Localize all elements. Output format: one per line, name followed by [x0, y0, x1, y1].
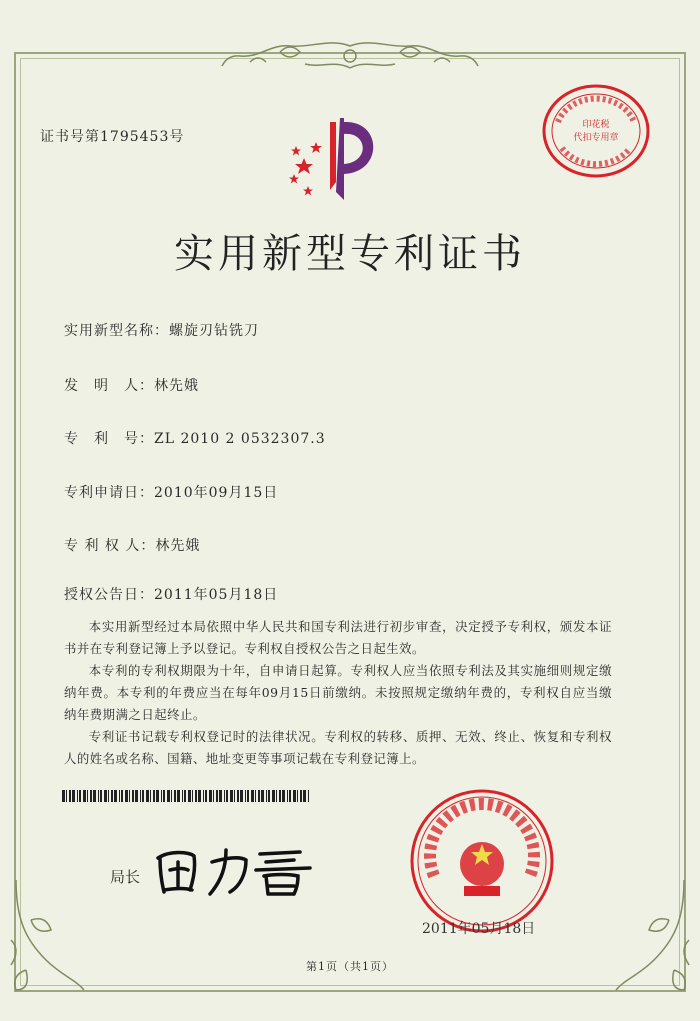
barcode-bar — [226, 790, 228, 802]
barcode-bar — [213, 790, 214, 802]
barcode-bar — [163, 790, 165, 802]
barcode-bar — [93, 790, 96, 802]
barcode-bar — [192, 790, 193, 802]
barcode-bar — [188, 790, 191, 802]
barcode-bar — [219, 790, 222, 802]
barcode-bar — [114, 790, 117, 802]
field-patent-number — [64, 428, 326, 448]
barcode-bar — [72, 790, 75, 802]
bottom-right-ornament — [614, 880, 694, 1000]
barcode-bar — [297, 790, 298, 802]
barcode-bar — [240, 790, 243, 802]
barcode-bar — [268, 790, 270, 802]
barcode-bar — [289, 790, 291, 802]
barcode-bar — [77, 790, 78, 802]
barcode-bar — [129, 790, 130, 802]
barcode-bar — [135, 790, 138, 802]
barcode-bar — [111, 790, 113, 802]
barcode-bar — [272, 790, 275, 802]
field-grant-date — [64, 584, 278, 604]
barcode-bar — [224, 790, 225, 802]
barcode-bar — [83, 790, 86, 802]
barcode-bar — [282, 790, 285, 802]
svg-text:印花税: 印花税 — [582, 120, 610, 130]
barcode-bar — [251, 790, 254, 802]
svg-text:代扣专用章: 代扣专用章 — [573, 133, 619, 143]
barcode-bar — [150, 790, 151, 802]
barcode-bar — [146, 790, 149, 802]
barcode-bar — [279, 790, 281, 802]
barcode-bar — [195, 790, 197, 802]
field-label: 发 明 人： — [64, 378, 154, 394]
field-label: 专 利 号： — [64, 431, 154, 447]
barcode-bar — [203, 790, 204, 802]
certificate-title: 实用新型专利证书 — [174, 231, 526, 277]
barcode-bar — [237, 790, 239, 802]
field-application-date — [64, 482, 278, 502]
barcode-bar — [104, 790, 107, 802]
body-paragraph: 本专利的专利权期限为十年，自申请日起算。专利权人应当依照专利法及其实施细则规定缴纳年费。本专利的年费应当在每年09月15日前缴纳。未按照规定缴纳年费的，专利权自应当缴纳年费期满之日起终止。 — [64, 663, 612, 722]
field-inventor — [64, 375, 199, 395]
barcode-bar — [90, 790, 92, 802]
barcode-bar — [255, 790, 256, 802]
barcode-bar — [171, 790, 172, 802]
barcode-bar — [184, 790, 186, 802]
field-value: 2010年09月15日 — [154, 485, 279, 501]
field-label: 授权公告日： — [64, 587, 154, 603]
barcode-bar — [247, 790, 249, 802]
barcode-bar — [66, 790, 67, 802]
page-footer: 第1页（共1页） — [306, 960, 394, 973]
tax-seal-stamp — [540, 82, 652, 180]
barcode-bar — [108, 790, 109, 802]
barcode-bar — [303, 790, 306, 802]
barcode-bar — [216, 790, 218, 802]
barcode-bar — [140, 790, 141, 802]
barcode-bar — [100, 790, 102, 802]
barcode-bar — [198, 790, 201, 802]
field-utility-model-name — [64, 320, 259, 340]
national-ipo-seal-stamp — [408, 788, 556, 934]
barcode-bar — [182, 790, 183, 802]
bottom-left-ornament — [6, 880, 86, 1000]
barcode-bar — [205, 790, 207, 802]
barcode-bar — [79, 790, 81, 802]
barcode-bar — [293, 790, 296, 802]
barcode-bar — [209, 790, 212, 802]
barcode-bar — [167, 790, 170, 802]
top-ornament — [220, 38, 480, 78]
barcode-bar — [121, 790, 123, 802]
field-value: 林先娥 — [155, 538, 201, 554]
barcode-bar — [161, 790, 162, 802]
barcode-bar — [142, 790, 144, 802]
barcode-bar — [156, 790, 159, 802]
certificate-body — [64, 616, 612, 770]
barcode-bar — [234, 790, 235, 802]
barcode-bar — [119, 790, 120, 802]
body-paragraph: 本实用新型经过本局依照中华人民共和国专利法进行初步审查，决定授予专利权，颁发本证书并在专利登记簿上予以登记。专利权自授权公告之日起生效。 — [64, 619, 612, 656]
barcode-bar — [308, 790, 309, 802]
field-patentee — [64, 535, 200, 555]
barcode-bar — [245, 790, 246, 802]
director-label: 局长 — [110, 868, 141, 886]
barcode-bar — [266, 790, 267, 802]
barcode-bar — [132, 790, 134, 802]
director-signature — [150, 840, 320, 900]
field-label: 实用新型名称： — [64, 323, 169, 339]
barcode-bar — [87, 790, 88, 802]
barcode — [62, 790, 312, 802]
barcode-bar — [125, 790, 128, 802]
field-value: 螺旋刃钻铣刀 — [169, 323, 259, 339]
barcode-bar — [287, 790, 288, 802]
barcode-bar — [174, 790, 176, 802]
patent-office-logo-icon — [282, 112, 392, 208]
barcode-bar — [261, 790, 264, 802]
field-value: ZL 2010 2 0532307.3 — [154, 431, 326, 447]
barcode-bar — [300, 790, 302, 802]
barcode-bar — [230, 790, 233, 802]
barcode-bar — [98, 790, 99, 802]
barcode-bar — [69, 790, 71, 802]
seal-issue-date: 2011年05月18日 — [422, 921, 536, 937]
field-value: 林先娥 — [154, 378, 199, 394]
barcode-bar — [177, 790, 180, 802]
barcode-bar — [62, 790, 65, 802]
barcode-bar — [153, 790, 155, 802]
certificate-number: 证书号第1795453号 — [40, 129, 185, 145]
field-label: 专利申请日： — [64, 485, 154, 501]
barcode-bar — [258, 790, 260, 802]
field-value: 2011年05月18日 — [154, 587, 279, 603]
field-label: 专 利 权 人： — [64, 538, 156, 554]
barcode-bar — [276, 790, 277, 802]
body-paragraph: 专利证书记载专利权登记时的法律状况。专利权的转移、质押、无效、终止、恢复和专利权人的姓名或名称、国籍、地址变更等事项记载在专利登记簿上。 — [64, 729, 612, 766]
